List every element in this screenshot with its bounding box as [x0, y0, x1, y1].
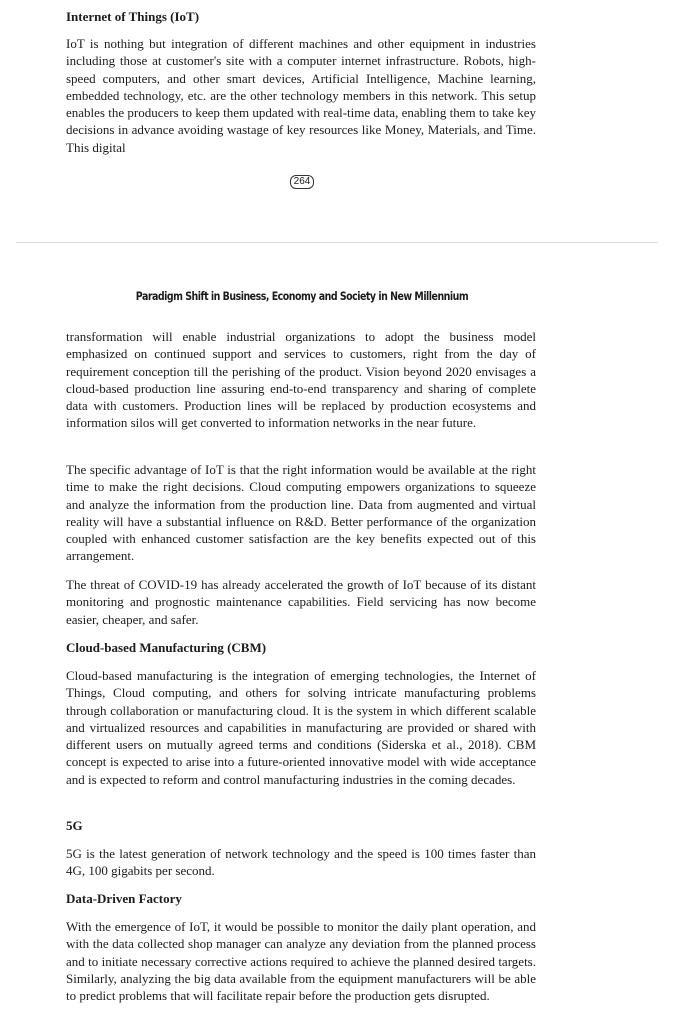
paragraph-data-driven-factory: With the emergence of IoT, it would be possible to monitor the daily plant operation, and with the data collected shop manager can analyze any deviation from the planned process and to initiate necessary corrective actions required to achieve the planned desired targets. Similarly, analyzing the big data available from the equipment manufacturers will be able to predict problems that will facilitate repair before the production gets disrupted. — [66, 919, 536, 1004]
paragraph-5g: 5G is the latest generation of network technology and the speed is 100 times faster than 4G, 100 gigabits per second. — [66, 846, 536, 879]
running-header: Paradigm Shift in Business, Economy and Society in New Millennium — [135, 289, 469, 303]
section-heading-data-driven-factory: Data-Driven Factory — [66, 891, 182, 906]
paragraph-iot-advantage: The specific advantage of IoT is that the right information would be available at the right time to make the right decisions. Cloud computing empowers organizations to squeeze and analyze the information from the production line. Data from augmented and virtual reality will have a substantial influence on R&D. Better performance of the organization coupled with enhanced customer satisfaction are the key benefits expected out of this arrangement. — [66, 462, 536, 564]
section-heading-cbm: Cloud-based Manufacturing (CBM) — [66, 640, 267, 655]
section-heading-5g: 5G — [66, 818, 83, 833]
paragraph-cbm: Cloud-based manufacturing is the integration of emerging technologies, the Internet of Things, Cloud computing, and others for solving intricate manufacturing problems through collaboration or manufacturing cloud. It is the system in which different scalable and virtualized resources and capabilities in manufacturing are provided or shared with different users on mutually agreed terms and conditions (Siderska et al., 2018). CBM concept is expected to arise into a future-oriented innovative model with wide acceptance and is expected to reform and control manufacturing industries in the coming decades. — [66, 668, 536, 787]
paragraph-covid: The threat of COVID-19 has already accelerated the growth of IoT because of its distant monitoring and prognostic maintenance capabilities. Field servicing has now become easier, cheaper, and safer. — [66, 577, 536, 627]
paragraph-transformation: transformation will enable industrial organizations to adopt the business model emphasized on continued support and services to customers, right from the day of requirement conception till the perishing of the product. Vision beyond 2020 envisages a cloud-based production line assuring end-to-end transparency and sharing of complete data with customers. Production lines will be replaced by production ecosystems and information silos will get converted to information networks in the near future. — [66, 329, 536, 431]
page-number: 264 — [290, 175, 314, 189]
page-divider — [16, 242, 658, 243]
paragraph-iot: IoT is nothing but integration of different machines and other equipment in industries including those at customer's site with a computer internet infrastructure. Robots, high-speed computers, and other smart devices, Artificial Intelligence, Machine learning, embedded technology, etc. are the other technology members in this network. This setup enables the producers to keep them updated with real-time data, enabling them to take key decisions in advance avoiding wastage of key resources like Money, Materials, and Time. This digital — [66, 36, 536, 155]
section-heading-iot: Internet of Things (IoT) — [66, 9, 200, 24]
